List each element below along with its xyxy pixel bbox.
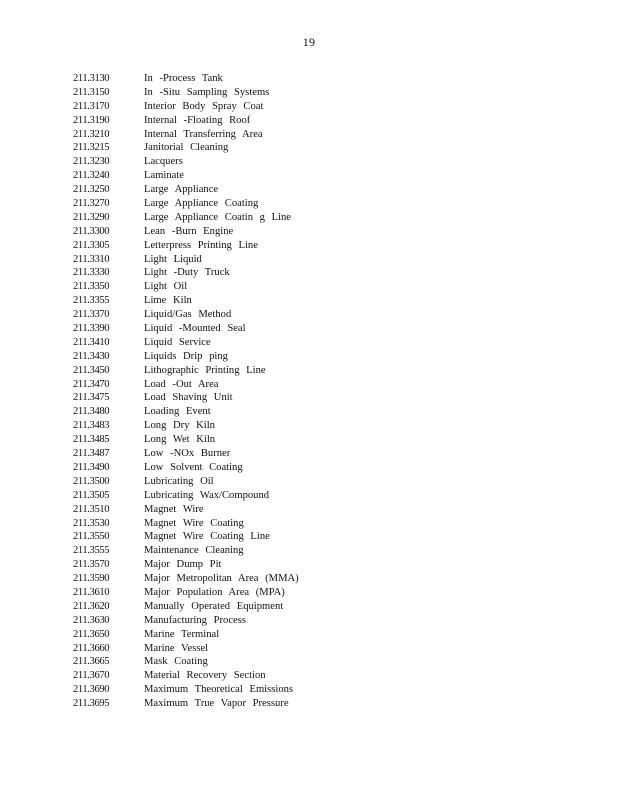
index-entry	[73, 683, 598, 697]
defined-term: Lean -Burn Engine	[144, 225, 234, 237]
defined-term: Internal Transferring Area	[144, 128, 263, 140]
section-number: 211.3505	[73, 489, 110, 501]
defined-term: Maximum Theoretical Emissions	[144, 684, 294, 696]
index-entry	[73, 100, 598, 114]
defined-term: Mask Coating	[144, 656, 208, 668]
index-entry	[73, 503, 598, 517]
defined-term: Large Appliance Coating	[144, 198, 259, 210]
section-number: 211.3487	[73, 448, 110, 460]
index-entry	[73, 391, 598, 405]
index-entry	[73, 517, 598, 531]
section-number: 211.3480	[73, 406, 110, 418]
index-entry	[73, 308, 598, 322]
section-number: 211.3550	[73, 531, 110, 543]
defined-term: Magnet Wire Coating Line	[144, 531, 270, 543]
defined-term: Major Population Area (MPA)	[144, 586, 285, 598]
section-number: 211.3660	[73, 642, 110, 654]
index-entry	[73, 294, 598, 308]
defined-term: Magnet Wire	[144, 503, 204, 515]
index-entry	[73, 530, 598, 544]
section-number: 211.3130	[73, 73, 110, 84]
defined-term: Manufacturing Process	[144, 614, 246, 626]
section-number: 211.3570	[73, 559, 110, 571]
section-number: 211.3483	[73, 420, 110, 432]
section-number: 211.3330	[73, 267, 110, 279]
index-entry	[73, 614, 598, 628]
index-entry	[73, 669, 598, 683]
section-number: 211.3300	[73, 225, 110, 237]
defined-term: Material Recovery Section	[144, 670, 266, 682]
section-number: 211.3665	[73, 656, 110, 668]
section-number: 211.3690	[73, 684, 110, 696]
defined-term: Lubricating Wax/Compound	[144, 489, 270, 501]
section-number: 211.3350	[73, 281, 110, 293]
defined-term: Liquid -Mounted Seal	[144, 323, 246, 335]
section-number: 211.3305	[73, 239, 110, 251]
section-number: 211.3555	[73, 545, 110, 557]
section-number: 211.3150	[73, 86, 110, 98]
index-entry	[73, 128, 598, 142]
defined-term: Long Dry Kiln	[144, 420, 215, 432]
section-number: 211.3530	[73, 517, 110, 529]
defined-term: Internal -Floating Roof	[144, 114, 251, 126]
section-number: 211.3590	[73, 573, 110, 585]
section-number: 211.3390	[73, 323, 110, 335]
index-entry	[73, 239, 598, 253]
section-number: 211.3240	[73, 170, 110, 182]
index-entry	[73, 266, 598, 280]
defined-term: Maximum True Vapor Pressure	[144, 698, 289, 710]
index-entry	[73, 447, 598, 461]
definitions-index-list	[73, 72, 598, 711]
section-number: 211.3370	[73, 309, 110, 321]
defined-term: Lacquers	[144, 156, 183, 168]
defined-term: Loading Event	[144, 406, 211, 418]
index-entry	[73, 141, 598, 155]
index-entry	[73, 183, 598, 197]
section-number: 211.3410	[73, 336, 110, 348]
index-entry	[73, 489, 598, 503]
index-entry	[73, 600, 598, 614]
defined-term: In -Process Tank	[144, 73, 223, 84]
section-number: 211.3500	[73, 475, 110, 487]
defined-term: Janitorial Cleaning	[144, 142, 229, 154]
section-number: 211.3630	[73, 614, 110, 626]
index-entry	[73, 336, 598, 350]
section-number: 211.3290	[73, 211, 110, 223]
index-entry	[73, 433, 598, 447]
section-number: 211.3510	[73, 503, 110, 515]
defined-term: Load -Out Area	[144, 378, 219, 390]
index-entry	[73, 419, 598, 433]
defined-term: Major Dump Pit	[144, 559, 222, 571]
index-entry	[73, 169, 598, 183]
defined-term: Low Solvent Coating	[144, 461, 243, 473]
index-entry	[73, 461, 598, 475]
index-entry	[73, 586, 598, 600]
index-entry	[73, 558, 598, 572]
defined-term: Light -Duty Truck	[144, 267, 230, 279]
defined-term: Manually Operated Equipment	[144, 600, 284, 612]
index-entry	[73, 364, 598, 378]
index-entry	[73, 72, 598, 86]
section-number: 211.3355	[73, 295, 110, 307]
section-number: 211.3470	[73, 378, 110, 390]
defined-term: Maintenance Cleaning	[144, 545, 244, 557]
section-number: 211.3210	[73, 128, 110, 140]
defined-term: Light Oil	[144, 281, 188, 293]
index-entry	[73, 572, 598, 586]
index-entry	[73, 253, 598, 267]
index-entry	[73, 642, 598, 656]
defined-term: Light Liquid	[144, 253, 202, 265]
defined-term: Marine Terminal	[144, 628, 220, 640]
index-entry	[73, 155, 598, 169]
defined-term: Long Wet Kiln	[144, 434, 216, 446]
index-entry	[73, 628, 598, 642]
defined-term: Load Shaving Unit	[144, 392, 233, 404]
section-number: 211.3450	[73, 364, 110, 376]
section-number: 211.3430	[73, 350, 110, 362]
index-entry	[73, 378, 598, 392]
section-number: 211.3695	[73, 698, 110, 710]
index-entry	[73, 197, 598, 211]
section-number: 211.3485	[73, 434, 110, 446]
index-entry	[73, 697, 598, 711]
section-number: 211.3475	[73, 392, 110, 404]
index-entry	[73, 86, 598, 100]
defined-term: Liquids Drip ping	[144, 350, 228, 362]
defined-term: Magnet Wire Coating	[144, 517, 244, 529]
index-entry	[73, 655, 598, 669]
section-number: 211.3620	[73, 600, 110, 612]
defined-term: Interior Body Spray Coat	[144, 100, 264, 112]
defined-term: Marine Vessel	[144, 642, 209, 654]
index-entry	[73, 225, 598, 239]
defined-term: Liquid Service	[144, 336, 211, 348]
defined-term: Large Appliance Coatin g Line	[144, 211, 292, 223]
section-number: 211.3610	[73, 586, 110, 598]
defined-term: Liquid/Gas Method	[144, 309, 232, 321]
section-number: 211.3310	[73, 253, 110, 265]
section-number: 211.3190	[73, 114, 110, 126]
index-entry	[73, 475, 598, 489]
defined-term: Lime Kiln	[144, 295, 192, 307]
section-number: 211.3170	[73, 100, 110, 112]
index-entry	[73, 211, 598, 225]
index-entry	[73, 350, 598, 364]
page-number: 19	[302, 35, 316, 49]
section-number: 211.3270	[73, 198, 110, 210]
index-entry	[73, 114, 598, 128]
defined-term: Low -NOx Burner	[144, 448, 231, 460]
section-number: 211.3230	[73, 156, 110, 168]
defined-term: Lubricating Oil	[144, 475, 214, 487]
index-entry	[73, 405, 598, 419]
index-entry	[73, 544, 598, 558]
defined-term: Major Metropolitan Area (MMA)	[144, 573, 299, 585]
index-entry	[73, 322, 598, 336]
section-number: 211.3490	[73, 461, 110, 473]
section-number: 211.3650	[73, 628, 110, 640]
defined-term: Lithographic Printing Line	[144, 364, 266, 376]
defined-term: Letterpress Printing Line	[144, 239, 258, 251]
defined-term: In -Situ Sampling Systems	[144, 86, 270, 98]
index-entry	[73, 280, 598, 294]
section-number: 211.3215	[73, 142, 110, 154]
defined-term: Laminate	[144, 170, 185, 182]
defined-term: Large Appliance	[144, 184, 219, 196]
section-number: 211.3670	[73, 670, 110, 682]
section-number: 211.3250	[73, 184, 110, 196]
